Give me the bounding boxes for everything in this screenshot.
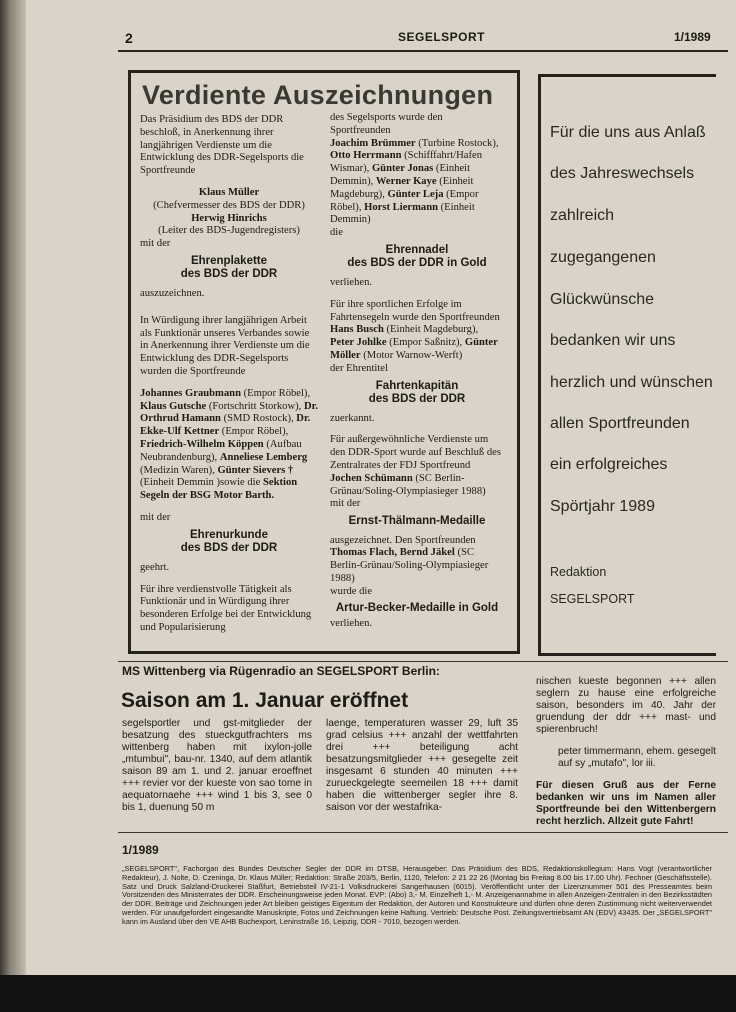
award-name: Ehrenurkunde des BDS der DDR: [180, 528, 278, 555]
award-name: Fahrtenkapitän des BDS der DDR: [368, 379, 466, 406]
connector-text: mit der: [330, 498, 361, 510]
article-column: laenge, temperaturen wasser 29, luft 35 grad celsius +++ anzahl der wettfahrten drei +++ beteiligung acht besatzungsmitglieder +++ gesegelte zeit insgesamt 6 stunden 40 minuten +++ zurueckgelegte seemeilen 18 +++ damit haben die wittenberger segler ihre 8. saison vor der westafrika-: [326, 718, 518, 813]
awards-mid-column: [330, 112, 504, 631]
thanks-line: allen Sportfreunden: [550, 415, 690, 432]
connector-text: wurde die: [330, 585, 373, 597]
honoree-list: Johannes Graubmann (Empor Röbel), Klaus Gutsche (Fortschritt Storkow), Dr. Orthrud Hamann (SMD Rostock), Dr. Ekke-Ulf Kettner (Empor Röbel), Friedrich-Wilhelm Köppen (Aufbau Neubrandenburg), Anneliese Lemberg (Medizin Waren), Günter Sievers † (Einheit Demmin )sowie die Sektion Segeln der BSG Motor Barth.: [140, 387, 318, 502]
body-text: zuerkannt.: [330, 412, 375, 424]
thanks-line: Spörtjahr 1989: [550, 498, 655, 515]
body-text: auszuzeichnen.: [140, 287, 205, 299]
honoree-list: Jochen Schümann (SC Berlin-Grünau/Soling-Olympiasieger 1988): [330, 472, 486, 497]
body-text: verliehen.: [330, 276, 373, 288]
article-greeting: Für diesen Gruß aus der Ferne bedanken wir uns im Namen aller Sportfreunde bei den Wittenbergern recht herzlich. Allzeit gute Fahrt!: [536, 780, 716, 827]
article-kicker: MS Wittenberg via Rügenradio an SEGELSPORT Berlin:: [122, 664, 440, 678]
page-number: 2: [125, 30, 133, 46]
person-role: (Leiter des BDS-Jugendregisters): [158, 225, 300, 237]
header-rule: [118, 50, 728, 52]
thanks-signature: Redaktion: [550, 565, 607, 579]
awards-left-column: [140, 114, 318, 644]
article-text: nischen kueste begonnen +++ allen seglern zu hause eine erfolgreiche saison, besonders im 40. Jahr der gruendung der ddr +++ mast- und spierenbruch!: [536, 676, 716, 735]
thanks-line: des Jahreswechsels: [550, 165, 695, 182]
body-text: In Würdigung ihrer langjährigen Arbeit als Funktionär unseres Verbandes sowie in Anerkennung ihrer Verdienste um die Entwicklung des DDR-Segelsports wurden die Sportfreunde: [140, 314, 310, 377]
page-header: [122, 30, 722, 48]
connector-text: mit der: [140, 238, 171, 250]
article-column: segelsportler und gst-mitglieder der besatzung des stueckgutfrachters ms wittenberg haben mit ixylon-jolle „mtumbui", bau-nr. 1340, auf dem atlantik saison 89 am 1. und 2. januar eroeffnet +++ revier vor der kueste von sao tome in aequatornaehe +++ wind 1 bis 3, see 0 bis 1, duenung 50 m: [122, 718, 312, 813]
awards-title: Verdiente Auszeichnungen: [142, 80, 494, 110]
footer-rule: [118, 832, 728, 833]
connector-text: der Ehrentitel: [330, 362, 388, 374]
book-gutter: [0, 0, 26, 975]
thanks-line: zahlreich: [550, 207, 615, 224]
connector-text: mit der: [140, 511, 171, 523]
connector-text: die: [330, 227, 343, 239]
person-role: (Chefvermesser des BDS der DDR): [153, 199, 305, 211]
thanks-line: herzlich und wünschen: [550, 374, 713, 391]
thanks-line: Für die uns aus Anlaß: [550, 124, 706, 141]
honoree-list: Hans Busch (Einheit Magdeburg), Peter Johlke (Empor Saßnitz), Günter Möller (Motor Warnow-Werft): [330, 324, 498, 361]
body-text: Für ihre sportlichen Erfolge im Fahrtensegeln wurde den Sportfreunden: [330, 298, 500, 323]
article-headline: Saison am 1. Januar eröffnet: [121, 689, 409, 712]
body-text: geehrt.: [140, 561, 170, 573]
thanks-line: Glückwünsche: [550, 291, 655, 308]
honoree-list: ausgezeichnet. Den Sportfreunden Thomas Flach, Bernd Jäkel (SC Berlin-Grünau/Soling-Olympiasieger 1988): [330, 534, 489, 585]
body-text: Für ihre verdienstvolle Tätigkeit als Funktionär und in Würdigung ihrer besonderen Erfolge bei der Entwicklung und Popularisierung: [140, 583, 312, 633]
imprint-text: „SEGELSPORT", Fachorgan des Bundes Deutscher Segler der DDR im DTSB, Herausgeber: Das Präsidium des BDS, Redaktionskollegium: Hans Vogt (verantwortlicher Redakteur), J. Nolte, D. Czeninga, Dr. Klaus Müller; Redaktion: Straße 203/5, Berlin, 1120, Telefon: 2 21 22 26 (Montag bis Freitag 8.00 bis 17.00 Uhr). Fechner (Geschäftsstelle). Satz und Druck Salzland-Druckerei Staßfurt, Betriebsteil IV-21-1 Volksdruckerei Sangerhausen (6015). Veröffentlicht unter der Lizenznummer 501 des Presseamtes beim Vorsitzenden des Ministerrates der DDR. Erscheinungsweise jeden Monat. EVP: (Abo) 3,- M. Einzelheft 1,- M. Anzeigenannahme in allen Anzeigen-Zentralen in den Bezirksstädten der DDR. Beiträge und Zeichnungen jeder Art bleiben geistiges Eigentum der Redaktion, der Autoren und Konstrukteure und dürfen ohne deren Zustimmung nicht weiterverwendet werden. Für unaufgefordert eingesandte Manuskripte, Fotos und Zeichnungen keine Haftung. Vertrieb: Deutsche Post. Zeitungsvertriebsamt AN (EDV) 43435. Der „SEGELSPORT" kann im Ausland über den VE AHB Buchexport, Leninstraße 16, Leipzig, DDR - 7010, bezogen werden.: [122, 864, 712, 926]
footer-issue: 1/1989: [122, 843, 159, 857]
publication-name: SEGELSPORT: [398, 30, 486, 44]
award-name: Artur-Becker-Medaille in Gold: [335, 601, 499, 614]
thanks-line: ein erfolgreiches: [550, 456, 668, 473]
article-signature: peter timmermann, ehem. gesegelt auf sy „mutafo", lor iii.: [558, 746, 716, 769]
thanks-line: bedanken wir uns: [550, 332, 676, 349]
award-name: Ehrenplakette des BDS der DDR: [180, 254, 278, 281]
body-text: des Segelsports wurde den Sportfreunden: [330, 112, 443, 136]
thanks-signature: SEGELSPORT: [550, 592, 635, 606]
intro-text: Das Präsidium des BDS der DDR beschloß, in Anerkennung ihrer langjährigen Verdienste um die Entwicklung des DDR-Segelsports die Sportfreunde: [140, 114, 304, 177]
issue-number: 1/1989: [674, 30, 711, 44]
honoree-list: Joachim Brümmer (Turbine Rostock), Otto Herrmann (Schifffahrt/Hafen Wismar), Günter Jonas (Einheit Demmin), Werner Kaye (Einheit Magdeburg), Günter Leja (Empor Röbel), Horst Liermann (Einheit Demmin): [330, 137, 499, 226]
person-name: Klaus Müller: [198, 186, 260, 198]
scan-border: [0, 975, 736, 1012]
section-rule: [118, 661, 728, 662]
thanks-line: zugegangenen: [550, 249, 656, 266]
body-text: verliehen.: [330, 618, 373, 630]
body-text: Für außergewöhnliche Verdienste um den DDR-Sport wurde auf Beschluß des Zentralrates der FDJ Sportfreund: [330, 434, 501, 471]
article-column-right: [536, 676, 716, 828]
person-name: Herwig Hinrichs: [191, 212, 267, 224]
award-name: Ehrennadel des BDS der DDR in Gold: [347, 243, 487, 270]
award-name: Ernst-Thälmann-Medaille: [348, 515, 486, 528]
